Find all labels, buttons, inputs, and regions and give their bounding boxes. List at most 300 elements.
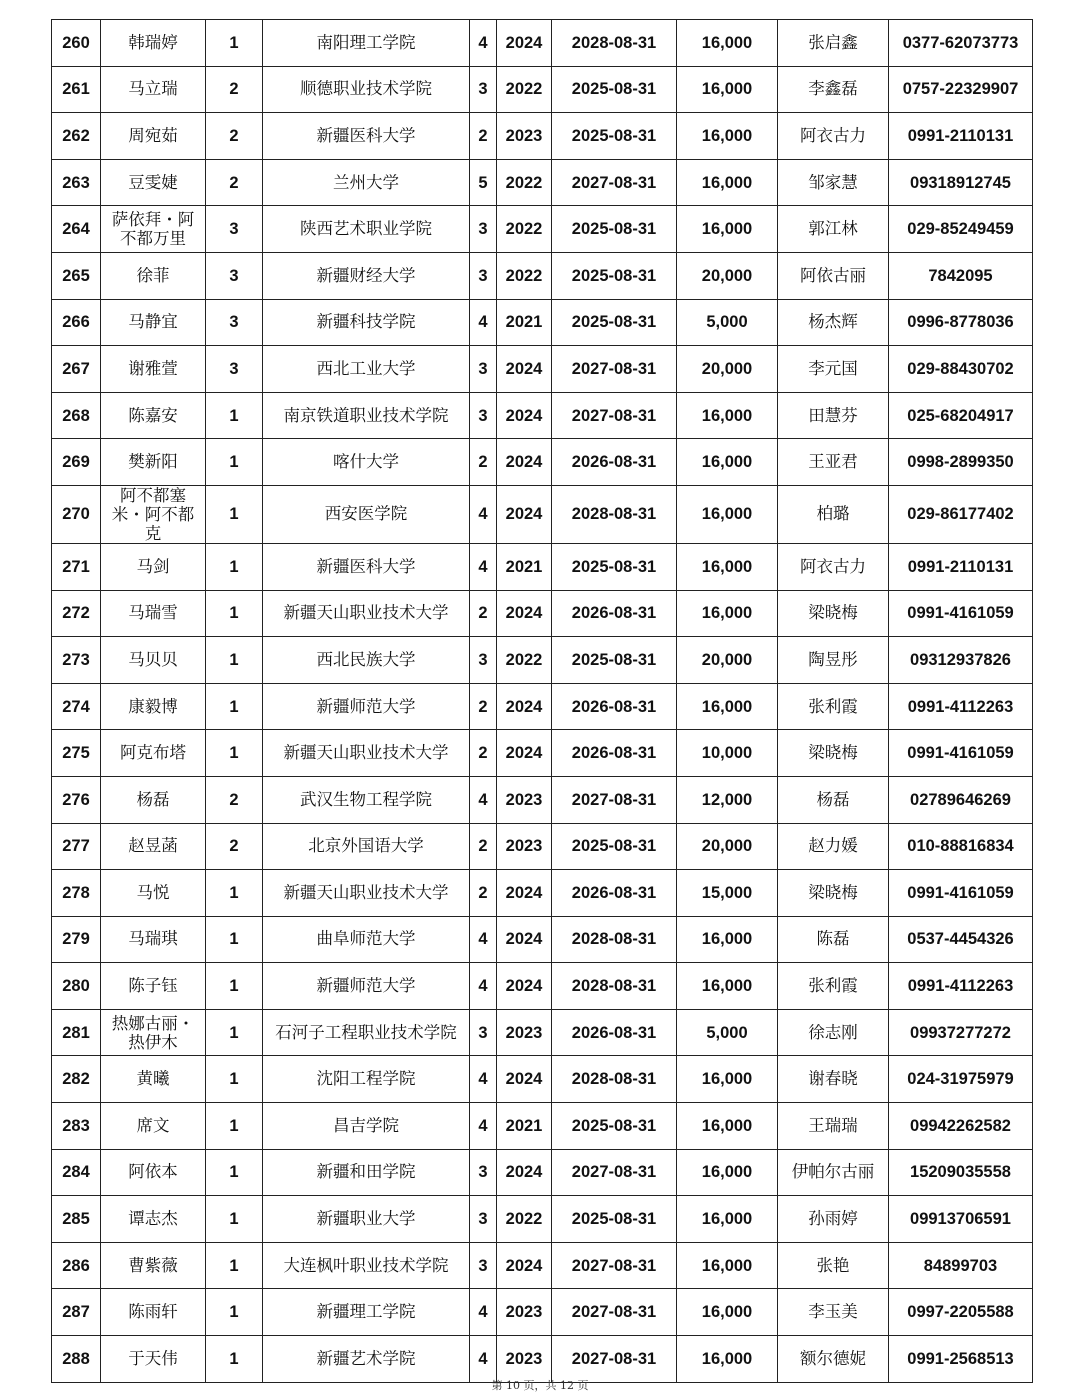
cell-school: 武汉生物工程学院 [263, 776, 470, 823]
cell-program-years: 4 [470, 1289, 497, 1336]
table-row [52, 1242, 1033, 1289]
cell-serial-number: 270 [52, 485, 101, 543]
cell-program-years: 2 [470, 870, 497, 917]
cell-student-name: 阿不都塞米・阿不都克 [101, 485, 206, 543]
cell-amount: 16,000 [677, 1336, 778, 1383]
cell-contact-person: 柏璐 [778, 485, 889, 543]
cell-enroll-year: 2021 [497, 299, 552, 346]
table-row [52, 66, 1033, 113]
cell-amount: 16,000 [677, 206, 778, 253]
cell-amount: 20,000 [677, 823, 778, 870]
cell-program-years: 4 [470, 776, 497, 823]
cell-grade: 2 [206, 823, 263, 870]
cell-program-years: 2 [470, 730, 497, 777]
cell-serial-number: 267 [52, 346, 101, 393]
cell-amount: 16,000 [677, 683, 778, 730]
cell-phone: 84899703 [889, 1242, 1033, 1289]
cell-end-date: 2027-08-31 [552, 346, 677, 393]
cell-serial-number: 284 [52, 1149, 101, 1196]
table-row [52, 299, 1033, 346]
table-row [52, 1103, 1033, 1150]
cell-student-name: 马瑞琪 [101, 916, 206, 963]
cell-program-years: 4 [470, 485, 497, 543]
cell-amount: 16,000 [677, 543, 778, 590]
cell-amount: 15,000 [677, 870, 778, 917]
cell-serial-number: 269 [52, 439, 101, 486]
cell-amount: 16,000 [677, 916, 778, 963]
cell-contact-person: 杨杰辉 [778, 299, 889, 346]
cell-serial-number: 280 [52, 963, 101, 1010]
cell-phone: 0996-8778036 [889, 299, 1033, 346]
cell-phone: 09913706591 [889, 1196, 1033, 1243]
cell-school: 新疆财经大学 [263, 252, 470, 299]
cell-contact-person: 张利霞 [778, 963, 889, 1010]
cell-enroll-year: 2024 [497, 346, 552, 393]
cell-student-name: 陈子钰 [101, 963, 206, 1010]
cell-grade: 2 [206, 159, 263, 206]
cell-school: 新疆理工学院 [263, 1289, 470, 1336]
cell-grade: 1 [206, 870, 263, 917]
table-row [52, 590, 1033, 637]
cell-phone: 09312937826 [889, 637, 1033, 684]
cell-program-years: 3 [470, 1196, 497, 1243]
table-row [52, 963, 1033, 1010]
cell-program-years: 4 [470, 1336, 497, 1383]
cell-contact-person: 李元国 [778, 346, 889, 393]
cell-student-name: 豆雯婕 [101, 159, 206, 206]
cell-phone: 025-68204917 [889, 392, 1033, 439]
cell-serial-number: 283 [52, 1103, 101, 1150]
cell-student-name: 热娜古丽・热伊木 [101, 1009, 206, 1056]
cell-amount: 12,000 [677, 776, 778, 823]
cell-student-name: 韩瑞婷 [101, 20, 206, 67]
cell-program-years: 2 [470, 823, 497, 870]
cell-serial-number: 282 [52, 1056, 101, 1103]
cell-grade: 1 [206, 1009, 263, 1056]
cell-student-name: 阿克布塔 [101, 730, 206, 777]
cell-student-name: 周宛茹 [101, 113, 206, 160]
cell-amount: 16,000 [677, 1242, 778, 1289]
cell-amount: 16,000 [677, 485, 778, 543]
table-row [52, 485, 1033, 543]
cell-serial-number: 264 [52, 206, 101, 253]
cell-phone: 0377-62073773 [889, 20, 1033, 67]
cell-school: 北京外国语大学 [263, 823, 470, 870]
cell-contact-person: 张启鑫 [778, 20, 889, 67]
cell-school: 石河子工程职业技术学院 [263, 1009, 470, 1056]
cell-school: 大连枫叶职业技术学院 [263, 1242, 470, 1289]
cell-school: 新疆师范大学 [263, 683, 470, 730]
cell-phone: 7842095 [889, 252, 1033, 299]
cell-phone: 029-86177402 [889, 485, 1033, 543]
cell-program-years: 2 [470, 113, 497, 160]
cell-enroll-year: 2023 [497, 113, 552, 160]
cell-student-name: 樊新阳 [101, 439, 206, 486]
cell-end-date: 2028-08-31 [552, 1056, 677, 1103]
cell-amount: 16,000 [677, 1056, 778, 1103]
table-row [52, 346, 1033, 393]
cell-contact-person: 梁晓梅 [778, 590, 889, 637]
cell-school: 昌吉学院 [263, 1103, 470, 1150]
cell-serial-number: 276 [52, 776, 101, 823]
cell-student-name: 席文 [101, 1103, 206, 1150]
cell-grade: 1 [206, 683, 263, 730]
table-row [52, 823, 1033, 870]
cell-phone: 0991-2110131 [889, 113, 1033, 160]
cell-contact-person: 伊帕尔古丽 [778, 1149, 889, 1196]
cell-grade: 3 [206, 252, 263, 299]
cell-serial-number: 260 [52, 20, 101, 67]
cell-grade: 2 [206, 66, 263, 113]
cell-serial-number: 273 [52, 637, 101, 684]
cell-student-name: 于天伟 [101, 1336, 206, 1383]
cell-contact-person: 徐志刚 [778, 1009, 889, 1056]
cell-end-date: 2026-08-31 [552, 870, 677, 917]
cell-enroll-year: 2023 [497, 1336, 552, 1383]
cell-phone: 0991-4112263 [889, 963, 1033, 1010]
cell-serial-number: 288 [52, 1336, 101, 1383]
cell-end-date: 2027-08-31 [552, 1336, 677, 1383]
cell-grade: 1 [206, 963, 263, 1010]
cell-end-date: 2027-08-31 [552, 1289, 677, 1336]
cell-school: 顺德职业技术学院 [263, 66, 470, 113]
cell-program-years: 3 [470, 1242, 497, 1289]
table-row [52, 113, 1033, 160]
page-footer: 第 10 页，共 12 页 [491, 1379, 589, 1392]
cell-grade: 1 [206, 392, 263, 439]
cell-phone: 0991-4161059 [889, 870, 1033, 917]
cell-end-date: 2028-08-31 [552, 485, 677, 543]
cell-enroll-year: 2024 [497, 1242, 552, 1289]
cell-grade: 1 [206, 1196, 263, 1243]
cell-grade: 1 [206, 20, 263, 67]
cell-end-date: 2027-08-31 [552, 1242, 677, 1289]
table-row [52, 252, 1033, 299]
cell-contact-person: 田慧芬 [778, 392, 889, 439]
cell-contact-person: 谢春晓 [778, 1056, 889, 1103]
table-row [52, 439, 1033, 486]
cell-serial-number: 274 [52, 683, 101, 730]
table-row [52, 1196, 1033, 1243]
cell-student-name: 康毅博 [101, 683, 206, 730]
cell-school: 西安医学院 [263, 485, 470, 543]
cell-grade: 1 [206, 1242, 263, 1289]
cell-program-years: 3 [470, 392, 497, 439]
cell-enroll-year: 2022 [497, 1196, 552, 1243]
cell-grade: 1 [206, 1056, 263, 1103]
cell-enroll-year: 2024 [497, 870, 552, 917]
cell-program-years: 5 [470, 159, 497, 206]
cell-amount: 16,000 [677, 20, 778, 67]
cell-amount: 16,000 [677, 392, 778, 439]
cell-end-date: 2025-08-31 [552, 1103, 677, 1150]
cell-grade: 3 [206, 299, 263, 346]
cell-end-date: 2027-08-31 [552, 392, 677, 439]
cell-phone: 0537-4454326 [889, 916, 1033, 963]
cell-serial-number: 261 [52, 66, 101, 113]
cell-program-years: 3 [470, 346, 497, 393]
table-row [52, 730, 1033, 777]
cell-serial-number: 287 [52, 1289, 101, 1336]
cell-student-name: 萨依拜・阿不都万里 [101, 206, 206, 253]
cell-contact-person: 额尔德妮 [778, 1336, 889, 1383]
cell-program-years: 2 [470, 439, 497, 486]
table-row [52, 206, 1033, 253]
cell-program-years: 2 [470, 683, 497, 730]
cell-phone: 0757-22329907 [889, 66, 1033, 113]
cell-grade: 1 [206, 543, 263, 590]
cell-enroll-year: 2023 [497, 1289, 552, 1336]
cell-program-years: 4 [470, 1103, 497, 1150]
cell-enroll-year: 2024 [497, 20, 552, 67]
cell-contact-person: 赵力媛 [778, 823, 889, 870]
cell-phone: 0998-2899350 [889, 439, 1033, 486]
table-row [52, 1336, 1033, 1383]
cell-amount: 20,000 [677, 252, 778, 299]
cell-enroll-year: 2022 [497, 159, 552, 206]
cell-grade: 1 [206, 916, 263, 963]
cell-school: 曲阜师范大学 [263, 916, 470, 963]
cell-contact-person: 梁晓梅 [778, 870, 889, 917]
cell-grade: 1 [206, 637, 263, 684]
cell-school: 西北工业大学 [263, 346, 470, 393]
cell-grade: 1 [206, 1103, 263, 1150]
cell-end-date: 2028-08-31 [552, 20, 677, 67]
cell-grade: 2 [206, 113, 263, 160]
cell-program-years: 3 [470, 206, 497, 253]
cell-end-date: 2027-08-31 [552, 159, 677, 206]
cell-grade: 1 [206, 1336, 263, 1383]
cell-enroll-year: 2022 [497, 206, 552, 253]
cell-amount: 16,000 [677, 963, 778, 1010]
cell-student-name: 陈雨轩 [101, 1289, 206, 1336]
cell-program-years: 3 [470, 1149, 497, 1196]
student-aid-table [51, 19, 1033, 1383]
cell-school: 新疆天山职业技术大学 [263, 730, 470, 777]
cell-phone: 010-88816834 [889, 823, 1033, 870]
cell-amount: 5,000 [677, 1009, 778, 1056]
table-row [52, 776, 1033, 823]
cell-phone: 024-31975979 [889, 1056, 1033, 1103]
cell-grade: 3 [206, 206, 263, 253]
cell-student-name: 马悦 [101, 870, 206, 917]
cell-phone: 09942262582 [889, 1103, 1033, 1150]
cell-program-years: 3 [470, 252, 497, 299]
cell-serial-number: 278 [52, 870, 101, 917]
cell-end-date: 2025-08-31 [552, 113, 677, 160]
cell-serial-number: 272 [52, 590, 101, 637]
cell-student-name: 马静宜 [101, 299, 206, 346]
cell-school: 陕西艺术职业学院 [263, 206, 470, 253]
cell-grade: 1 [206, 730, 263, 777]
cell-student-name: 杨磊 [101, 776, 206, 823]
table-row [52, 392, 1033, 439]
cell-school: 喀什大学 [263, 439, 470, 486]
cell-enroll-year: 2024 [497, 963, 552, 1010]
cell-grade: 1 [206, 590, 263, 637]
table-row [52, 1009, 1033, 1056]
cell-contact-person: 张利霞 [778, 683, 889, 730]
cell-serial-number: 266 [52, 299, 101, 346]
table-row [52, 870, 1033, 917]
cell-program-years: 4 [470, 20, 497, 67]
cell-enroll-year: 2024 [497, 730, 552, 777]
table-row [52, 159, 1033, 206]
cell-school: 兰州大学 [263, 159, 470, 206]
cell-phone: 029-88430702 [889, 346, 1033, 393]
cell-phone: 0997-2205588 [889, 1289, 1033, 1336]
cell-end-date: 2026-08-31 [552, 1009, 677, 1056]
cell-school: 新疆师范大学 [263, 963, 470, 1010]
cell-amount: 10,000 [677, 730, 778, 777]
cell-contact-person: 郭江林 [778, 206, 889, 253]
cell-grade: 1 [206, 1149, 263, 1196]
cell-student-name: 陈嘉安 [101, 392, 206, 439]
cell-school: 新疆艺术学院 [263, 1336, 470, 1383]
cell-contact-person: 王亚君 [778, 439, 889, 486]
cell-end-date: 2025-08-31 [552, 543, 677, 590]
cell-student-name: 徐菲 [101, 252, 206, 299]
cell-contact-person: 李鑫磊 [778, 66, 889, 113]
cell-grade: 1 [206, 485, 263, 543]
cell-enroll-year: 2022 [497, 66, 552, 113]
cell-contact-person: 李玉美 [778, 1289, 889, 1336]
cell-program-years: 4 [470, 1056, 497, 1103]
cell-serial-number: 265 [52, 252, 101, 299]
cell-serial-number: 279 [52, 916, 101, 963]
cell-contact-person: 梁晓梅 [778, 730, 889, 777]
table-row [52, 1056, 1033, 1103]
cell-amount: 16,000 [677, 66, 778, 113]
cell-student-name: 马瑞雪 [101, 590, 206, 637]
table-row [52, 683, 1033, 730]
cell-school: 新疆和田学院 [263, 1149, 470, 1196]
cell-phone: 0991-2568513 [889, 1336, 1033, 1383]
cell-serial-number: 286 [52, 1242, 101, 1289]
cell-school: 新疆医科大学 [263, 543, 470, 590]
cell-school: 新疆天山职业技术大学 [263, 590, 470, 637]
cell-enroll-year: 2024 [497, 590, 552, 637]
cell-phone: 029-85249459 [889, 206, 1033, 253]
cell-enroll-year: 2021 [497, 543, 552, 590]
cell-program-years: 3 [470, 637, 497, 684]
cell-phone: 15209035558 [889, 1149, 1033, 1196]
cell-grade: 1 [206, 439, 263, 486]
table-row [52, 637, 1033, 684]
cell-enroll-year: 2024 [497, 439, 552, 486]
cell-student-name: 阿依本 [101, 1149, 206, 1196]
cell-contact-person: 阿衣古力 [778, 543, 889, 590]
table-row [52, 543, 1033, 590]
cell-end-date: 2026-08-31 [552, 439, 677, 486]
cell-program-years: 3 [470, 66, 497, 113]
cell-student-name: 马立瑞 [101, 66, 206, 113]
cell-serial-number: 263 [52, 159, 101, 206]
cell-contact-person: 张艳 [778, 1242, 889, 1289]
cell-amount: 16,000 [677, 439, 778, 486]
cell-student-name: 曹紫薇 [101, 1242, 206, 1289]
cell-enroll-year: 2024 [497, 916, 552, 963]
cell-end-date: 2025-08-31 [552, 206, 677, 253]
cell-contact-person: 杨磊 [778, 776, 889, 823]
cell-enroll-year: 2023 [497, 1009, 552, 1056]
cell-program-years: 2 [470, 590, 497, 637]
cell-phone: 0991-4161059 [889, 730, 1033, 777]
cell-serial-number: 271 [52, 543, 101, 590]
cell-contact-person: 阿衣古力 [778, 113, 889, 160]
cell-contact-person: 邹家慧 [778, 159, 889, 206]
cell-end-date: 2028-08-31 [552, 963, 677, 1010]
cell-amount: 16,000 [677, 159, 778, 206]
cell-school: 新疆天山职业技术大学 [263, 870, 470, 917]
cell-contact-person: 阿依古丽 [778, 252, 889, 299]
cell-program-years: 4 [470, 916, 497, 963]
table-row [52, 1149, 1033, 1196]
cell-student-name: 黄曦 [101, 1056, 206, 1103]
cell-end-date: 2026-08-31 [552, 683, 677, 730]
cell-phone: 0991-4161059 [889, 590, 1033, 637]
cell-end-date: 2025-08-31 [552, 823, 677, 870]
cell-phone: 09937277272 [889, 1009, 1033, 1056]
cell-enroll-year: 2024 [497, 485, 552, 543]
cell-serial-number: 262 [52, 113, 101, 160]
cell-amount: 16,000 [677, 1149, 778, 1196]
cell-phone: 02789646269 [889, 776, 1033, 823]
cell-serial-number: 281 [52, 1009, 101, 1056]
cell-school: 西北民族大学 [263, 637, 470, 684]
cell-enroll-year: 2022 [497, 637, 552, 684]
table-row [52, 916, 1033, 963]
cell-contact-person: 陶昱彤 [778, 637, 889, 684]
cell-amount: 20,000 [677, 346, 778, 393]
cell-end-date: 2025-08-31 [552, 252, 677, 299]
cell-amount: 5,000 [677, 299, 778, 346]
cell-amount: 16,000 [677, 1196, 778, 1243]
cell-school: 新疆医科大学 [263, 113, 470, 160]
cell-program-years: 3 [470, 1009, 497, 1056]
cell-enroll-year: 2021 [497, 1103, 552, 1150]
cell-end-date: 2025-08-31 [552, 299, 677, 346]
table-body [52, 20, 1033, 1383]
cell-end-date: 2026-08-31 [552, 590, 677, 637]
cell-amount: 20,000 [677, 637, 778, 684]
cell-end-date: 2028-08-31 [552, 916, 677, 963]
cell-contact-person: 孙雨婷 [778, 1196, 889, 1243]
cell-enroll-year: 2022 [497, 252, 552, 299]
cell-grade: 2 [206, 776, 263, 823]
cell-grade: 3 [206, 346, 263, 393]
cell-school: 新疆职业大学 [263, 1196, 470, 1243]
table-row [52, 1289, 1033, 1336]
cell-contact-person: 陈磊 [778, 916, 889, 963]
cell-serial-number: 268 [52, 392, 101, 439]
cell-student-name: 马剑 [101, 543, 206, 590]
cell-enroll-year: 2023 [497, 823, 552, 870]
cell-amount: 16,000 [677, 113, 778, 160]
cell-school: 南京铁道职业技术学院 [263, 392, 470, 439]
cell-end-date: 2026-08-31 [552, 730, 677, 777]
cell-amount: 16,000 [677, 1103, 778, 1150]
cell-grade: 1 [206, 1289, 263, 1336]
cell-serial-number: 285 [52, 1196, 101, 1243]
cell-enroll-year: 2024 [497, 392, 552, 439]
cell-phone: 09318912745 [889, 159, 1033, 206]
cell-program-years: 4 [470, 299, 497, 346]
cell-program-years: 4 [470, 543, 497, 590]
table-row [52, 20, 1033, 67]
cell-enroll-year: 2023 [497, 776, 552, 823]
cell-serial-number: 275 [52, 730, 101, 777]
